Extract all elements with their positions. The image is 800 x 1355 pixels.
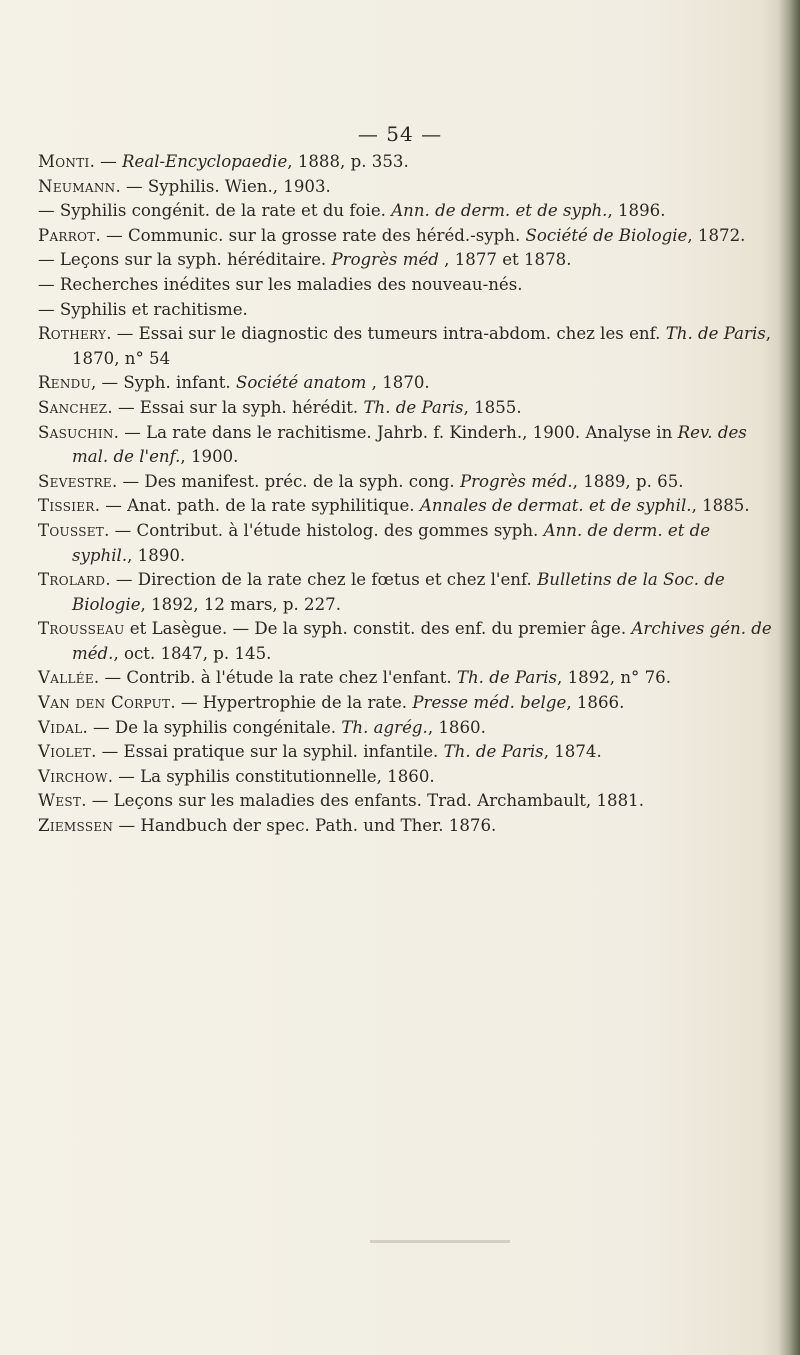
bibliography-list bbox=[38, 150, 773, 839]
bibliography-entry bbox=[38, 494, 773, 519]
bibliography-entry bbox=[38, 691, 773, 716]
entry-journal: Th. de Paris bbox=[363, 397, 464, 417]
entry-text: . — Direction de la rate chez le fœtus et chez l'enf. bbox=[105, 570, 538, 590]
entry-details: , 1892, 12 mars, p. 227. bbox=[140, 594, 342, 614]
entry-author: Violet bbox=[38, 742, 92, 762]
bibliography-entry bbox=[38, 814, 773, 839]
entry-author: Sasuchin bbox=[38, 422, 114, 442]
entry-author: West bbox=[38, 791, 82, 811]
bibliography-entry bbox=[38, 150, 773, 175]
bibliography-entry bbox=[38, 568, 773, 617]
entry-text: . — Hypertrophie de la rate. bbox=[170, 693, 413, 713]
entry-author: Tissier bbox=[38, 496, 95, 516]
entry-author: Rothery bbox=[38, 324, 107, 344]
entry-text: . — Essai sur le diagnostic des tumeurs intra-abdom. chez les enf. bbox=[106, 324, 666, 344]
entry-journal: Real-Encyclopaedie bbox=[122, 152, 288, 171]
entry-text: — Recherches inédites sur les maladies des nouveau-nés. bbox=[38, 274, 523, 294]
entry-author: Neumann bbox=[38, 176, 116, 196]
entry-text: . — Essai pratique sur la syphil. infantile. bbox=[91, 742, 444, 762]
entry-author: Vallée bbox=[38, 668, 94, 688]
bibliography-entry bbox=[38, 470, 773, 495]
entry-author: Trolard bbox=[38, 570, 106, 590]
entry-text: . — La rate dans le rachitisme. Jahrb. f. Kinderh., 1900. Analyse in bbox=[113, 422, 678, 442]
entry-author: Ziemssen bbox=[38, 816, 114, 836]
bibliography-entry bbox=[38, 740, 773, 765]
entry-text: . — Syphilis. Wien., 1903. bbox=[115, 176, 331, 196]
entry-details: , 1866. bbox=[566, 693, 625, 713]
page-number: — 54 — bbox=[357, 122, 443, 146]
bibliography-entry bbox=[38, 617, 773, 666]
bibliography-entry bbox=[38, 421, 773, 470]
entry-journal: Presse méd. belge bbox=[412, 693, 567, 713]
entry-journal: Société de Biologie bbox=[525, 225, 688, 245]
entry-journal: Société anatom bbox=[235, 373, 367, 393]
entry-journal: Th. de Paris bbox=[456, 668, 558, 688]
entry-text: . — Anat. path. de la rate syphilitique. bbox=[94, 496, 420, 516]
entry-text: , — Syph. infant. bbox=[91, 373, 236, 393]
entry-journal: Progrès méd. bbox=[459, 471, 573, 491]
bibliography-entry bbox=[38, 175, 773, 200]
entry-author: Parrot bbox=[38, 225, 96, 245]
entry-journal: Th. de Paris bbox=[443, 742, 544, 762]
entry-details: , 1877 et 1878. bbox=[438, 250, 572, 270]
entry-details: , 1870. bbox=[366, 373, 430, 393]
bibliography-entry bbox=[38, 666, 773, 691]
bibliography-entry bbox=[38, 716, 773, 741]
entry-author: Trousseau bbox=[38, 619, 125, 639]
entry-details: , 1860. bbox=[427, 717, 486, 737]
entry-journal: Th. de Paris bbox=[665, 324, 766, 344]
entry-author: Van den Corput bbox=[38, 693, 171, 713]
bibliography-entry bbox=[38, 224, 773, 249]
entry-journal: Annales de dermat. et de syphil. bbox=[419, 496, 692, 516]
entry-text: — Syphilis congénit. de la rate et du foie. bbox=[38, 201, 392, 221]
entry-details: , 1874. bbox=[543, 742, 602, 762]
entry-details: , 1890. bbox=[127, 545, 186, 565]
entry-journal: Rev. des mal. de l'enf. bbox=[72, 422, 747, 467]
entry-details: , 1870, n° 54 bbox=[72, 324, 772, 368]
entry-journal: Ann. de derm. et de syphil. bbox=[72, 520, 711, 565]
bibliography-entry bbox=[38, 322, 773, 371]
bibliography-entry bbox=[38, 765, 773, 790]
bibliography-entry bbox=[38, 199, 773, 224]
entry-text: . — Leçons sur les maladies des enfants. Trad. Archambault, 1881. bbox=[81, 791, 644, 811]
entry-details: , 1885. bbox=[691, 496, 750, 516]
entry-details: , 1888, p. 353. bbox=[287, 152, 409, 171]
entry-author: Tousset bbox=[38, 520, 105, 540]
entry-text: . — Contribut. à l'étude histolog. des gommes syph. bbox=[104, 520, 544, 540]
bibliography-entry bbox=[38, 298, 773, 323]
bibliography-entry bbox=[38, 371, 773, 396]
entry-author: Virchow bbox=[38, 766, 108, 786]
entry-text: . — La syphilis constitutionnelle, 1860. bbox=[107, 766, 435, 786]
entry-details: , 1889, p. 65. bbox=[572, 471, 684, 491]
entry-journal: Archives gén. de méd. bbox=[72, 619, 772, 663]
entry-details: , 1872. bbox=[687, 225, 746, 245]
entry-details: , 1892, n° 76. bbox=[557, 668, 671, 688]
bibliography-entry bbox=[38, 248, 773, 273]
entry-journal: Ann. de derm. et de syph. bbox=[391, 201, 608, 221]
entry-text: . — Essai sur la syph. hérédit. bbox=[107, 397, 364, 417]
entry-author: Monti bbox=[38, 152, 90, 171]
entry-details: , 1855. bbox=[463, 397, 522, 417]
entry-author: Sevestre bbox=[38, 471, 112, 491]
bibliography-entry bbox=[38, 273, 773, 298]
entry-journal: Th. agrég. bbox=[341, 717, 428, 737]
entry-journal: Bulletins de la Soc. de Biologie bbox=[72, 570, 725, 614]
bibliography-entry bbox=[38, 789, 773, 814]
entry-text: — Handbuch der spec. Path. und Ther. 1876. bbox=[113, 816, 497, 836]
entry-journal: Progrès méd bbox=[331, 250, 439, 270]
entry-details: , oct. 1847, p. 145. bbox=[113, 643, 272, 663]
page-smudge bbox=[370, 1240, 510, 1243]
entry-text: et Lasègue. — De la syph. constit. des enf. du premier âge. bbox=[124, 619, 632, 639]
bibliography-entry bbox=[38, 396, 773, 421]
bibliography-entry bbox=[38, 519, 773, 568]
entry-text: — Syphilis et rachitisme. bbox=[38, 299, 248, 319]
entry-author: Rendu bbox=[38, 373, 91, 393]
entry-text: . — Contrib. à l'étude la rate chez l'enfant. bbox=[93, 668, 457, 688]
entry-author: Sanchez bbox=[38, 397, 108, 417]
entry-text: — Leçons sur la syph. héréditaire. bbox=[38, 250, 332, 270]
entry-details: , 1900. bbox=[180, 447, 239, 467]
entry-text: . — Des manifest. préc. de la syph. cong. bbox=[111, 471, 460, 491]
entry-text: . — De la syphilis congénitale. bbox=[82, 717, 342, 737]
entry-text: . — bbox=[89, 152, 122, 171]
entry-text: . — Communic. sur la grosse rate des héréd.-syph. bbox=[95, 225, 526, 245]
entry-author: Vidal bbox=[38, 717, 83, 737]
entry-details: , 1896. bbox=[607, 201, 666, 221]
page-edge-shadow bbox=[778, 0, 800, 1355]
